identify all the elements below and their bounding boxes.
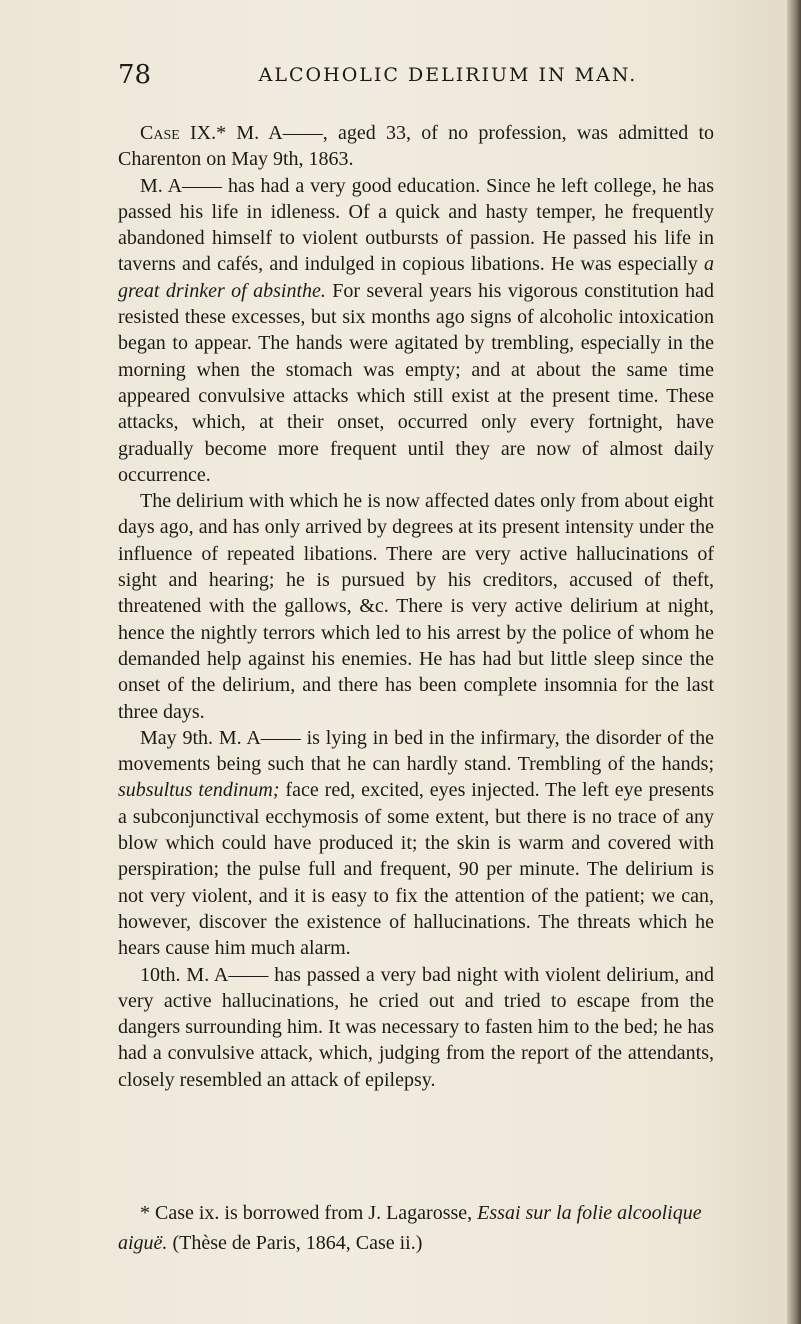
history-text-b: For several years his vigorous constitution had resisted these excesses, but six months ago signs of alcoholic intoxication began to appear. The hands were agitated by trembling, especially in the morning when the stomach was empty; and at about the same time appeared convulsive attacks which still exist at the present time. These attacks, which, at their onset, occurred only every fortnight, have gradually become more frequent until they are now of almost daily occurrence. [118, 279, 714, 486]
page-header [118, 60, 714, 92]
page-number: 78 [118, 60, 152, 90]
footnote-italic: Essai sur la folie alcoolique aiguë. [118, 1202, 702, 1254]
footnote-text-a: * Case ix. is borrowed from J. Lagarosse, [140, 1202, 478, 1224]
footnote-text [118, 1198, 714, 1258]
case-intro-paragraph [118, 120, 714, 173]
footnote-text-b: (Thèse de Paris, 1864, Case ii.) [167, 1232, 423, 1254]
history-italic: a great drinker of absinthe. [118, 253, 714, 302]
may-9th-text-a: May 9th. M. A—— is lying in bed in the infirmary, the disorder of the movements being such that he can hardly stand. Trembling of the hands; [118, 726, 714, 776]
tenth-paragraph: 10th. M. A—— has passed a very bad night with violent delirium, and very active hallucinations, he cried out and tried to escape from the dangers surrounding him. It was necessary to fasten him to the bed; he has had a convulsive attack, which, judging from the report of the attendants, closely resembled an attack of epilepsy. [118, 963, 714, 1091]
case-label: Case IX.* [140, 122, 227, 144]
may-9th-italic: subsultus tendinum; [118, 779, 280, 802]
may-9th-text-b: face red, excited, eyes injected. The left eye presents a subconjunctival ecchymosis of some extent, but there is no trace of any blow which could have produced it; the skin is warm and covered with perspiration; the pulse full and frequent, 90 per minute. The delirium is not very violent, and it is easy to fix the attention of the patient; we can, however, discover the existence of hallucinations. The threats which he hears cause him much alarm. [118, 779, 714, 960]
delirium-paragraph: The delirium with which he is now affected dates only from about eight days ago, and has only arrived by degrees at its present intensity under the influence of repeated libations. There are very active hallucinations of sight and hearing; he is pursued by his creditors, accused of theft, threatened with the gallows, &c. There is very active delirium at night, hence the nightly terrors which led to his arrest by the police of whom he demanded help against his enemies. He has had but little sleep since the onset of the delirium, and there has been complete insomnia for the last three days. [118, 490, 714, 723]
history-paragraph [118, 173, 714, 489]
footnote [118, 1198, 714, 1258]
body-text [118, 120, 714, 1093]
may-9th-paragraph [118, 725, 714, 962]
running-head: ALCOHOLIC DELIRIUM IN MAN. [258, 64, 638, 86]
page-edge-shadow [787, 0, 801, 1324]
case-intro-text: M. A——, aged 33, of no profession, was admitted to Charenton on May 9th, 1863. [118, 122, 714, 171]
history-text-a: M. A—— has had a very good education. Since he left college, he has passed his life in idleness. Of a quick and hasty temper, he frequently abandoned himself to violent outbursts of passion. He passed his life in taverns and cafés, and indulged in copious libations. He was especially [118, 174, 714, 276]
